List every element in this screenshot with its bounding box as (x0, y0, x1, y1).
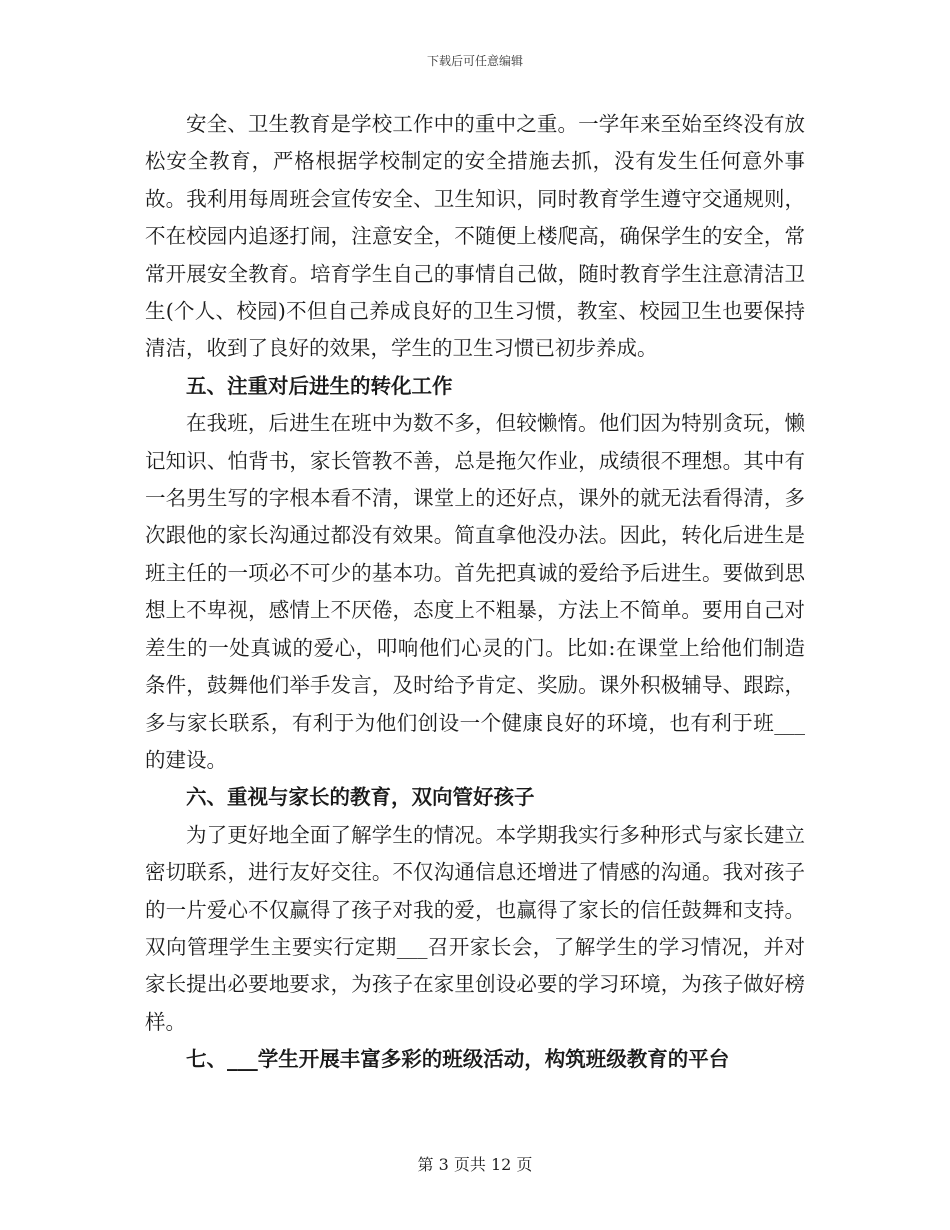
paragraph-safety-education: 安全、卫生教育是学校工作中的重中之重。一学年来至始至终没有放松安全教育，严格根据学校制定的安全措施去抓，没有发生任何意外事故。我利用每周班会宣传安全、卫生知识，同时教育学生遵守交通规则，不在校园内追逐打闹，注意安全，不随便上楼爬高，确保学生的安全，常常开展安全教育。培育学生自己的事情自己做，随时教育学生注意清洁卫生(个人、校园)不但自己养成良好的卫生习惯，教室、校园卫生也要保持清洁，收到了良好的效果，学生的卫生习惯已初步养成。 (145, 112, 805, 361)
paragraph-section-5: 在我班，后进生在班中为数不多，但较懒惰。他们因为特别贪玩，懒记知识、怕背书，家长管教不善，总是拖欠作业，成绩很不理想。其中有一名男生写的字根本看不清，课堂上的还好点，课外的就无法看得清，多次跟他的家长沟通过都没有效果。简直拿他没办法。因此，转化后进生是班主任的一项必不可少的基本功。首先把真诚的爱给予后进生。要做到思想上不卑视，感情上不厌倦，态度上不粗暴，方法上不简单。要用自己对差生的一处真诚的爱心，叩响他们心灵的门。比如:在课堂上给他们制造条件，鼓舞他们举手发言，及时给予肯定、奖励。课外积极辅导、跟踪，多与家长联系，有利于为他们创设一个健康良好的环境，也有利于班___的建设。 (145, 411, 805, 772)
section-heading-5: 五、注重对后进生的转化工作 (186, 373, 453, 398)
document-body (145, 106, 805, 1079)
section-heading-7: 七、___学生开展丰富多彩的班级活动，构筑班级教育的平台 (186, 1047, 730, 1072)
section-heading-6: 六、重视与家长的教育，双向管好孩子 (186, 785, 535, 810)
page-header: 下载后可任意编辑 (426, 54, 523, 68)
paragraph-section-6: 为了更好地全面了解学生的情况。本学期我实行多种形式与家长建立密切联系，进行友好交往。不仅沟通信息还增进了情感的沟通。我对孩子的一片爱心不仅赢得了孩子对我的爱，也赢得了家长的信任鼓舞和支持。双向管理学生主要实行定期___召开家长会，了解学生的学习情况，并对家长提出必要地要求，为孩子在家里创设必要的学习环境，为孩子做好榜样。 (145, 822, 805, 1034)
page-number: 第 3 页共 12 页 (417, 1155, 533, 1174)
